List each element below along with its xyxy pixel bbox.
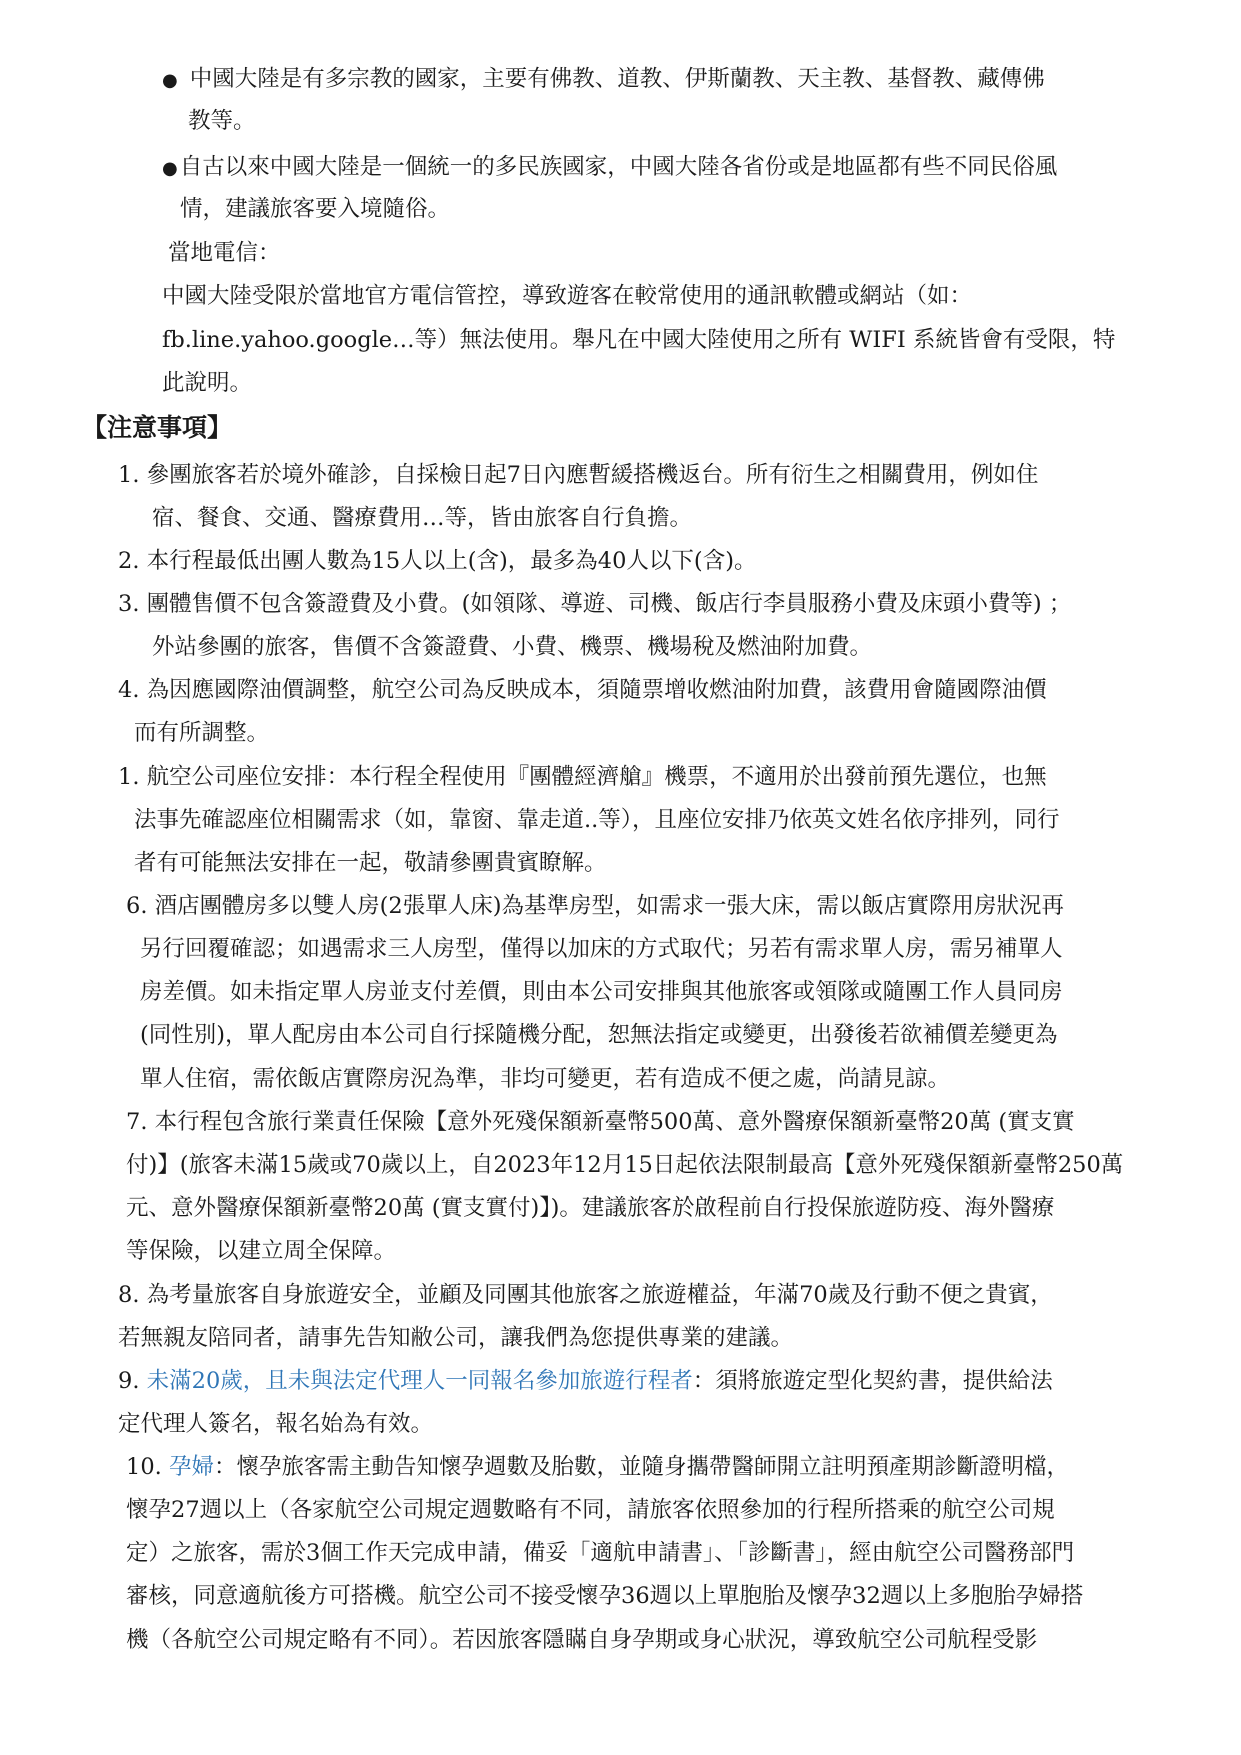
bullet-dot-icon: ● <box>162 70 178 91</box>
note-9-line-1: 9. 未滿20歲，且未與法定代理人一同報名參加旅遊行程者：須將旅遊定型化契約書，提供給法 <box>118 1368 1053 1394</box>
note-7-line-4: 等保險，以建立周全保障。 <box>126 1238 397 1264</box>
bullet-ethnic-line-2: 情，建議旅客要入境隨俗。 <box>180 196 451 222</box>
notes-heading: 【注意事項】 <box>82 413 233 442</box>
note-8-line-2: 若無親友陪同者，請事先告知敝公司，讓我們為您提供專業的建議。 <box>118 1325 794 1351</box>
note-3-line-1: 3. 團體售價不包含簽證費及小費。(如領隊、導遊、司機、飯店行李員服務小費及床頭小費等) ； <box>118 591 1072 617</box>
note-1-line-1: 1. 參團旅客若於境外確診，自採檢日起7日內應暫緩搭機返台。所有衍生之相關費用，例如住 <box>118 462 1039 488</box>
note-6-line-3: 房差價。如未指定單人房並支付差價，則由本公司安排與其他旅客或領隊或隨團工作人員同房 <box>140 979 1063 1005</box>
bullet-ethnic-line-1: ●自古以來中國大陸是一個統一的多民族國家，中國大陸各省份或是地區都有些不同民俗風 <box>162 152 1057 184</box>
note-7-line-1: 7. 本行程包含旅行業責任保險【意外死殘保額新臺幣500萬、意外醫療保額新臺幣20萬 (實支實 <box>126 1109 1075 1135</box>
telecom-line-1: 中國大陸受限於當地官方電信管控，導致遊客在較常使用的通訊軟體或網站（如： <box>162 283 973 309</box>
telecom-title: 當地電信： <box>168 240 281 266</box>
bullet-religion-line-2: 教等。 <box>188 108 256 134</box>
note-6-line-4: (同性別)，單人配房由本公司自行採隨機分配，恕無法指定或變更，出發後若欲補價差變更為 <box>140 1022 1058 1048</box>
telecom-line-2: fb.line.yahoo.google…等）無法使用。舉凡在中國大陸使用之所有 WIFI 系統皆會有受限，特 <box>162 327 1116 353</box>
note-6-line-5: 單人住宿，需依飯店實際房況為準，非均可變更，若有造成不便之處，尚請見諒。 <box>140 1066 951 1092</box>
note-8-line-1: 8. 為考量旅客自身旅遊安全，並顧及同團其他旅客之旅遊權益，年滿70歲及行動不便之貴賓， <box>118 1282 1053 1308</box>
note-6-line-1: 6. 酒店團體房多以雙人房(2張單人床)為基準房型，如需求一張大床，需以飯店實際用房狀況再 <box>126 893 1064 919</box>
note-4-line-1: 4. 為因應國際油價調整，航空公司為反映成本，須隨票增收燃油附加費，該費用會隨國際油價 <box>118 677 1047 703</box>
note-5-line-2: 法事先確認座位相關需求（如，靠窗、靠走道..等），且座位安排乃依英文姓名依序排列，同行 <box>134 807 1060 833</box>
note-10-line-5: 機（各航空公司規定略有不同）。若因旅客隱瞞自身孕期或身心狀況，導致航空公司航程受影 <box>126 1627 1038 1653</box>
note-7-line-2: 付)】(旅客未滿15歲或70歲以上，自2023年12月15日起依法限制最高【意外死殘保額新臺幣250萬 <box>126 1152 1124 1178</box>
note-10-line-2: 懷孕27週以上（各家航空公司規定週數略有不同，請旅客依照參加的行程所搭乘的航空公司規 <box>126 1497 1055 1523</box>
telecom-line-3: 此說明。 <box>162 370 253 396</box>
note-10-line-4: 審核，同意適航後方可搭機。航空公司不接受懷孕36週以上單胞胎及懷孕32週以上多胞胎孕婦搭 <box>126 1583 1084 1609</box>
note-9-line-2: 定代理人簽名，報名始為有效。 <box>118 1411 434 1437</box>
note-5-line-3: 者有可能無法安排在一起，敬請參團貴賓瞭解。 <box>134 850 607 876</box>
bullet-dot-icon: ● <box>162 158 178 179</box>
note-10-highlight: 孕婦 <box>168 1454 214 1480</box>
note-1-line-2: 宿、餐食、交通、醫療費用…等，皆由旅客自行負擔。 <box>152 505 693 531</box>
note-2-line-1: 2. 本行程最低出團人數為15人以上(含)，最多為40人以下(含)。 <box>118 548 757 574</box>
note-10-line-1: 10. 孕婦：懷孕旅客需主動告知懷孕週數及胎數，並隨身攜帶醫師開立註明預產期診斷證明檔， <box>126 1454 1069 1480</box>
bullet-religion-line-1: ● 中國大陸是有多宗教的國家，主要有佛教、道教、伊斯蘭教、天主教、基督教、藏傳佛 <box>162 64 1045 96</box>
note-6-line-2: 另行回覆確認；如遇需求三人房型，僅得以加床的方式取代；另若有需求單人房，需另補單人 <box>140 936 1063 962</box>
note-3-line-2: 外站參團的旅客，售價不含簽證費、小費、機票、機場稅及燃油附加費。 <box>152 634 873 660</box>
note-7-line-3: 元、意外醫療保額新臺幣20萬 (實支實付)】)。建議旅客於啟程前自行投保旅遊防疫、海外醫療 <box>126 1195 1055 1221</box>
note-10-line-3: 定）之旅客，需於3個工作天完成申請，備妥「適航申請書」、「診斷書」，經由航空公司醫務部門 <box>126 1540 1075 1566</box>
note-5-line-1: 1. 航空公司座位安排：本行程全程使用『團體經濟艙』機票，不適用於出發前預先選位，也無 <box>118 764 1047 790</box>
note-9-highlight: 未滿20歲，且未與法定代理人一同報名參加旅遊行程者 <box>146 1368 693 1394</box>
note-4-line-2: 而有所調整。 <box>134 720 270 746</box>
